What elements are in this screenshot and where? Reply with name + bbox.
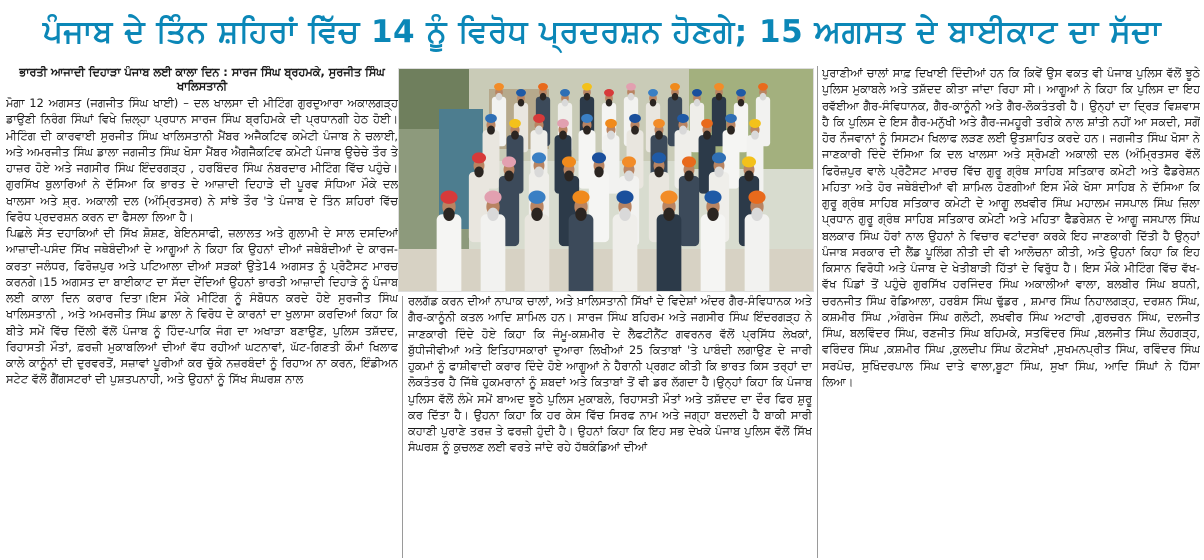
article-paragraph: ਪੁਰਾਣੀਆਂ ਚਾਲਾਂ ਸਾਫ਼ ਦਿਖਾਈ ਦਿੰਦੀਆਂ ਹਨ ਕਿ ਕਿਵੇਂ ਉਸ ਵਕਤ ਵੀ ਪੰਜਾਬ ਪੁਲਿਸ ਵੱਲੋਂ ਝੂਠੇ ਪੁਲਿਸ ਮੁਕਾਬਲੇ ਅਤੇ ਤਸ਼ੱਦਦ ਕੀਤਾ ਜਾਂਦਾ ਰਿਹਾ ਸੀ। ਆਗੂਆਂ ਨੇ ਕਿਹਾ ਕਿ ਪੁਲਿਸ ਦਾ ਇਹ ਰਵੱਈਆ ਗੈਰ-ਸੰਵਿਧਾਨਕ, ਗੈਰ-ਕਾਨੂੰਨੀ ਅਤੇ ਗੈਰ-ਲੋਕਤੰਤਰੀ ਹੈ। ਉਨ੍ਹਾਂ ਦਾ ਦ੍ਰਿੜ ਵਿਸ਼ਵਾਸ ਹੈ ਕਿ ਪੁਲਿਸ ਦੇ ਇਸ ਗੈਰ-ਮਨੁੱਖੀ ਅਤੇ ਗੈਰ-ਜਮਹੂਰੀ ਤਰੀਕੇ ਨਾਲ ਸ਼ਾਂਤੀ ਨਹੀਂ ਆ ਸਕਦੀ, ਸਗੋਂ ਹੋਰ ਨੌਜਵਾਨਾਂ ਨੂੰ ਸਿਸਟਮ ਖਿਲਾਫ ਲੜਣ ਲਈ ਉਤਸ਼ਾਹਿਤ ਕਰਦੇ ਹਨ। ਜਗਜੀਤ ਸਿੰਘ ਖੋਸਾ ਨੇ ਜਾਣਕਾਰੀ ਦਿੰਦੇ ਦੱਸਿਆ ਕਿ ਦਲ ਖਾਲਸਾ ਅਤੇ ਸ੍ਰੋਮਣੀ ਅਕਾਲੀ ਦਲ (ਅੰਮ੍ਰਿਤਸਰ ਵੱਲੋਂ ਫਿਰੋਜ਼ਪੁਰ ਵਾਲੇ ਪ੍ਰੋਟੈਸਟ ਮਾਰਚ ਵਿੱਚ ਗੁਰੂ ਗ੍ਰੰਥ ਸਾਹਿਬ ਸਤਿਕਾਰ ਕਮੇਟੀ ਅਤੇ ਫੈਡਰੇਸ਼ਨ ਮਹਿਤਾ ਅਤੇ ਹੋਰ ਜਥੇਬੰਦੀਆਂ ਵੀ ਸ਼ਾਮਿਲ ਹੋਣਗੀਆਂ ਇਸ ਮੌਕੇ ਖੋਸਾ ਸਾਹਿਬ ਨੇ ਦੱਸਿਆ ਕਿ ਗੁਰੂ ਗ੍ਰੰਥ ਸਾਹਿਬ ਸਤਿਕਾਰ ਕਮੇਟੀ ਦੇ ਆਗੂ ਲਖਵੀਰ ਸਿੰਘ ਮਹਾਲਮ ਜਸਪਾਲ ਸਿੰਘ ਜ਼ਿਲਾ ਪ੍ਰਧਾਨ ਗੁਰੂ ਗ੍ਰੰਥ ਸਾਹਿਬ ਸਤਿਕਾਰ ਕਮੇਟੀ ਅਤੇ ਮਹਿਤਾ ਫੈਡਰੇਸ਼ਨ ਦੇ ਆਗੂ ਜਸਪਾਲ ਸਿੰਘ ਬਲਕਾਰ ਸਿੰਘ ਹੋਰਾਂ ਨਾਲ ਉਹਨਾਂ ਨੇ ਵਿਚਾਰ ਵਟਾਂਦਰਾ ਕਰਕੇ ਇਹ ਜਾਣਕਾਰੀ ਦਿੱਤੀ ਹੈ ਉਨ੍ਹਾਂ ਪੰਜਾਬ ਸਰਕਾਰ ਦੀ ਲੈਂਡ ਪੂਲਿੰਗ ਨੀਤੀ ਦੀ ਵੀ ਆਲੋਚਨਾ ਕੀਤੀ, ਅਤੇ ਉਹਨਾਂ ਕਿਹਾ ਕਿ ਇਹ ਕਿਸਾਨ ਵਿਰੋਧੀ ਅਤੇ ਪੰਜਾਬ ਦੇ ਖੇਤੀਬਾੜੀ ਹਿੱਤਾਂ ਦੇ ਵਿਰੁੱਧ ਹੈ। ਇਸ ਮੌਕੇ ਮੀਟਿੰਗ ਵਿੱਚ ਵੱਖ-ਵੱਖ ਪਿੰਡਾਂ ਤੋਂ ਪਹੁੰਚੇ ਗੁਰਸਿੱਖ ਹਰਜਿੰਦਰ ਸਿੰਘ ਅਕਾਲੀਆਂ ਵਾਲਾ, ਬਲਬੀਰ ਸਿੰਘ ਬਧਨੀ, ਚਰਨਜੀਤ ਸਿੰਘ ਰੋਡਿਆਲਾ, ਹਰਬੰਸ ਸਿੰਘ ਢੁੱਡਰ , ਸ਼ਮਾਰ ਸਿੰਘ ਨਿਹਾਲਗੜ੍ਹ, ਦਰਸ਼ਨ ਸਿੰਘ, ਕਸ਼ਮੀਰ ਸਿੰਘ ,ਅੰਗਰੇਜ ਸਿੰਘ ਗਲੋਟੀ, ਲਖਵੀਰ ਸਿੰਘ ਅਟਾਰੀ ,ਗੁਰਚਰਨ ਸਿੰਘ, ਦਲਜੀਤ ਸਿੰਘ, ਬਲਵਿੰਦਰ ਸਿੰਘ, ਰਣਜੀਤ ਸਿੰਘ ਬਹਿਮਕੇ, ਸਤਵਿੰਦਰ ਸਿੰਘ ,ਬਲਜੀਤ ਸਿੰਘ ਲੋਹਗੜ੍ਹ, ਵਰਿੰਦਰ ਸਿੰਘ ,ਕਸ਼ਮੀਰ ਸਿੰਘ ,ਕੁਲਦੀਪ ਸਿੰਘ ਕੋਟਸੇਖਾਂ ,ਸੁਖਮਨਪ੍ਰੀਤ ਸਿੰਘ, ਰਵਿੰਦਰ ਸਿੰਘ ਸਰਪੰਚ, ਸੁਖਿੰਦਰਪਾਲ ਸਿੰਘ ਦਾਤੇ ਵਾਲਾ,ਬੂਟਾ ਸਿੰਘ, ਸੁਖਾ ਸਿੰਘ, ਆਦਿ ਸਿੰਘਾਂ ਨੇ ਹਿੱਸਾ ਲਿਆ। bbox=[822, 67, 1200, 389]
article-column-right bbox=[822, 66, 1200, 558]
left-column-rule bbox=[402, 296, 403, 558]
article-paragraph: ਰਲਗੱਡ ਕਰਨ ਦੀਆਂ ਨਾਪਾਕ ਚਾਲਾਂ, ਅਤੇ ਖ਼ਾਲਿਸਤਾਨੀ ਸਿੱਖਾਂ ਦੇ ਵਿਦੇਸ਼ਾਂ ਅੰਦਰ ਗੈਰ-ਸੰਵਿਧਾਨਕ ਅਤੇ ਗੈਰ-ਕਾਨੂੰਨੀ ਕਤਲ ਆਦਿ ਸ਼ਾਮਿਲ ਹਨ। ਸਾਰਜ ਸਿੰਘ ਬਹਿਰਮ ਅਤੇ ਜਗਸੀਰ ਸਿੰਘ ਇੰਦਰਗੜ੍ਹ ਨੇ ਜਾਣਕਾਰੀ ਦਿੰਦੇ ਹੋਏ ਕਿਹਾ ਕਿ ਜੰਮੂ-ਕਸ਼ਮੀਰ ਦੇ ਲੈਫਟੀਨੈਂਟ ਗਵਰਨਰ ਵੱਲੋਂ ਪ੍ਰਸਿੱਧ ਲੇਖਕਾਂ, ਬੁੱਧੀਜੀਵੀਆਂ ਅਤੇ ਇਤਿਹਾਸਕਾਰਾਂ ਦੁਆਰਾ ਲਿਖੀਆਂ 25 ਕਿਤਾਬਾਂ 'ਤੇ ਪਾਬੰਦੀ ਲਗਾਉਣ ਦੇ ਜਾਰੀ ਹੁਕਮਾਂ ਨੂੰ ਫਾਸ਼ੀਵਾਦੀ ਕਰਾਰ ਦਿੰਦੇ ਹੋਏ ਆਗੂਆਂ ਨੇ ਹੈਰਾਨੀ ਪ੍ਰਗਟ ਕੀਤੀ ਕਿ ਭਾਰਤ ਕਿਸ ਤਰ੍ਹਾਂ ਦਾ ਲੋਕਤੰਤਰ ਹੈ ਜਿੱਥੇ ਹੁਕਮਰਾਨਾਂ ਨੂੰ ਸ਼ਬਦਾਂ ਅਤੇ ਕਿਤਾਬਾਂ ਤੋਂ ਵੀ ਡਰ ਲੱਗਦਾ ਹੈ।ਉਨ੍ਹਾਂ ਕਿਹਾ ਕਿ ਪੰਜਾਬ ਪੁਲਿਸ ਵੱਲੋਂ ਲੰਮੇ ਸਮੇਂ ਬਾਅਦ ਝੂਠੇ ਪੁਲਿਸ ਮੁਕਾਬਲੇ, ਰਿਹਾਸਤੀ ਮੌਤਾਂ ਅਤੇ ਤਸ਼ੱਦਦ ਦਾ ਦੌਰ ਫਿਰ ਸ਼ੁਰੂ ਕਰ ਦਿੱਤਾ ਹੈ। ਉਹਨਾ ਕਿਹਾ ਕਿ ਹਰ ਕੇਸ ਵਿੱਚ ਸਿਰਫ ਨਾਮ ਅਤੇ ਜਗ੍ਹਾ ਬਦਲਦੀ ਹੈ ਬਾਕੀ ਸਾਰੀ ਕਹਾਣੀ ਪੁਰਾਣੇ ਤਰਜ਼ ਤੇ ਫਰਜ਼ੀ ਹੁੰਦੀ ਹੈ। ਉਹਨਾਂ ਕਿਹਾ ਕਿ ਇਹ ਸਭ ਦੇਖਕੇ ਪੰਜਾਬ ਪੁਲਿਸ ਵੱਲੋਂ ਸਿੱਖ ਸੰਘਰਸ਼ ਨੂੰ ਕੁਚਲਣ ਲਈ ਵਰਤੇ ਜਾਂਦੇ ਰਹੇ ਹੱਥਕੰਡਿਆਂ ਦੀਆਂ bbox=[408, 295, 812, 455]
article-paragraph: ਪਿਛਲੇ ਸੱਤ ਦਹਾਕਿਆਂ ਦੀ ਸਿੱਖ ਸ਼ੋਸ਼ਣ, ਬੇਇਨਸਾਫੀ, ਜ਼ਲਾਲਤ ਅਤੇ ਗੁਲਾਮੀ ਦੇ ਸਾਲ ਦਸਦਿਆਂ ਆਜ਼ਾਦੀ-ਪਸੰਦ ਸਿੱਖ ਜਥੇਬੰਦੀਆਂ ਦੇ ਆਗੂਆਂ ਨੇ ਕਿਹਾ ਕਿ ਉਹਨਾਂ ਦੀਆਂ ਜਥੇਬੰਦੀਆਂ ਦੇ ਕਾਰਜ-ਕਰਤਾ ਜਲੰਧਰ, ਫਿਰੋਜ਼ਪੁਰ ਅਤੇ ਪਟਿਆਲਾ ਦੀਆਂ ਸੜਕਾਂ ਉਤੇ14 ਅਗਸਤ ਨੂੰ ਪ੍ਰੋਟੈਸਟ ਮਾਰਚ ਕਰਨਗੇ।15 ਅਗਸਤ ਦਾ ਬਾਈਕਾਟ ਦਾ ਸੱਦਾ ਦੇਂਦਿਆਂ ਉਹਨਾਂ ਭਾਰਤੀ ਆਜ਼ਾਦੀ ਦਿਹਾੜੇ ਨੂੰ ਪੰਜਾਬ ਲਈ ਕਾਲਾ ਦਿਨ ਕਰਾਰ ਦਿਤਾ।ਇਸ ਮੌਕੇ ਮੀਟਿੰਗ ਨੂੰ ਸੰਬੋਧਨ ਕਰਦੇ ਹੋਏ ਸੁਰਜੀਤ ਸਿੰਘ ਖਾਲਿਸਤਾਨੀ , ਅਤੇ ਅਮਰਜੀਤ ਸਿੰਘ ਡਾਲਾ ਨੇ ਵਿਰੋਧ ਦੇ ਕਾਰਨਾਂ ਦਾ ਖੁਲਾਸਾ ਕਰਦਿਆਂ ਕਿਹਾ ਕਿ ਬੀਤੇ ਸਮੇਂ ਵਿੱਚ ਦਿੱਲੀ ਵੱਲੋਂ ਪੰਜਾਬ ਨੂੰ ਹਿੰਦ-ਪਾਕਿ ਜੰਗ ਦਾ ਅਖਾੜਾ ਬਣਾਉਣ, ਪੁਲਿਸ ਤਸ਼ੱਦਦ, ਰਿਹਾਸਤੀ ਮੌਤਾਂ, ਫ਼ਰਜ਼ੀ ਮੁਕਾਬਲਿਆਂ ਦੀਆਂ ਵੱਧ ਰਹੀਆਂ ਘਟਨਾਵਾਂ, ਘੱਟ-ਗਿਣਤੀ ਕੌਮਾਂ ਖਿਲਾਫ ਕਾਲੇ ਕਾਨੂੰਨਾਂ ਦੀ ਦੁਰਵਰਤੋਂ, ਸਜ਼ਾਵਾਂ ਪੂਰੀਆਂ ਕਰ ਚੁੱਕੇ ਨਜ਼ਰਬੰਦਾਂ ਨੂੰ ਰਿਹਾਅ ਨਾ ਕਰਨ, ਇੰਡੀਅਨ ਸਟੇਟ ਵੱਲੋਂ ਗੈਂਗਸਟਰਾਂ ਦੀ ਪੁਸ਼ਤਪਨਾਹੀ, ਅਤੇ ਉਹਨਾਂ ਨੂੰ ਸਿੱਖ ਸੰਘਰਸ਼ ਨਾਲ bbox=[6, 227, 398, 387]
article-column-middle bbox=[408, 294, 812, 558]
headline: ਪੰਜਾਬ ਦੇ ਤਿੰਨ ਸ਼ਹਿਰਾਂ ਵਿੱਚ 14 ਨੂੰ ਵਿਰੋਧ ਪ੍ਰਦਰਸ਼ਨ ਹੋਣਗੇ; 15 ਅਗਸਤ ਦੇ ਬਾਈਕਾਟ ਦਾ ਸੱਦਾ bbox=[42, 14, 1162, 50]
article-paragraph: ਮੋਗਾ 12 ਅਗਸਤ (ਜਗਜੀਤ ਸਿੰਘ ਖਾਈ) – ਦਲ ਖਾਲਸਾ ਦੀ ਮੀਟਿੰਗ ਗੁਰਦੁਆਰਾ ਅਕਾਲਗੜ੍ਹ ਡਾਉਣੀ ਨਿਰੰਗ ਸਿੰਘਾਂ ਵਿਖੇ ਜ਼ਿਲ੍ਹਾ ਪ੍ਰਧਾਨ ਸਾਰਜ ਸਿੰਘ ਬ੍ਰਹਿਮਕੇ ਦੀ ਪ੍ਰਧਾਨਗੀ ਹੇਠ ਹੋਈ। ਮੀਟਿੰਗ ਦੀ ਕਾਰਵਾਈ ਸੁਰਜੀਤ ਸਿੰਘ ਖਾਲਿਸਤਾਨੀ ਮੈਂਬਰ ਅਜੈਕਟਿਵ ਕਮੇਟੀ ਪੰਜਾਬ ਨੇ ਚਲਾਈ, ਅਤੇ ਅਮਰਜੀਤ ਸਿੰਘ ਡਾਲਾ ਜਗਜੀਤ ਸਿੰਘ ਖੋਸਾ ਮੈਂਬਰ ਐਗਜੈਕਟਿਵ ਕਮੇਟੀ ਪੰਜਾਬ ਉਚੇਚੇ ਤੌਰ ਤੇ ਹਾਜ਼ਰ ਹੋਏ ਅਤੇ ਜਗਸੀਰ ਸਿੰਘ ਇੰਦਰਗੜ੍ਹ , ਹਰਬਿੰਦਰ ਸਿੰਘ ਨੰਬਰਦਾਰ ਮੀਟਿੰਗ ਵਿੱਚ ਪਹੁੰਚੇ।ਗੁਰਸਿੱਖ ਬੁਲਾਰਿਆਂ ਨੇ ਦੱਸਿਆ ਕਿ ਭਾਰਤ ਦੇ ਆਜ਼ਾਦੀ ਦਿਹਾੜੇ ਦੀ ਪੂਰਵ ਸੰਧਿਆ ਮੌਕੇ ਦਲ ਖਾਲਸਾ ਅਤੇ ਸ਼੍ਰ. ਅਕਾਲੀ ਦਲ (ਅੰਮ੍ਰਿਤਸਰ) ਨੇ ਸਾਂਝੇ ਤੌਰ 'ਤੇ ਪੰਜਾਬ ਦੇ ਤਿੰਨ ਸ਼ਹਿਰਾਂ ਵਿੱਚ ਵਿਰੋਧ ਪ੍ਰਦਰਸ਼ਨ ਕਰਨ ਦਾ ਫੈਸਲਾ ਲਿਆ ਹੈ। bbox=[6, 97, 398, 224]
group-photo-illustration bbox=[399, 69, 814, 292]
group-photo bbox=[398, 68, 814, 292]
right-column-rule bbox=[817, 66, 818, 558]
byline: ਭਾਰਤੀ ਆਜਾਦੀ ਦਿਹਾੜਾ ਪੰਜਾਬ ਲਈ ਕਾਲਾ ਦਿਨ : ਸਾਰਜ ਸਿੰਘ ਬ੍ਰਹਮਕੇ, ਸੁਰਜੀਤ ਸਿੰਘ ਖਾਲਿਸਤਾਨੀ bbox=[19, 66, 385, 93]
article-column-left bbox=[6, 96, 398, 558]
